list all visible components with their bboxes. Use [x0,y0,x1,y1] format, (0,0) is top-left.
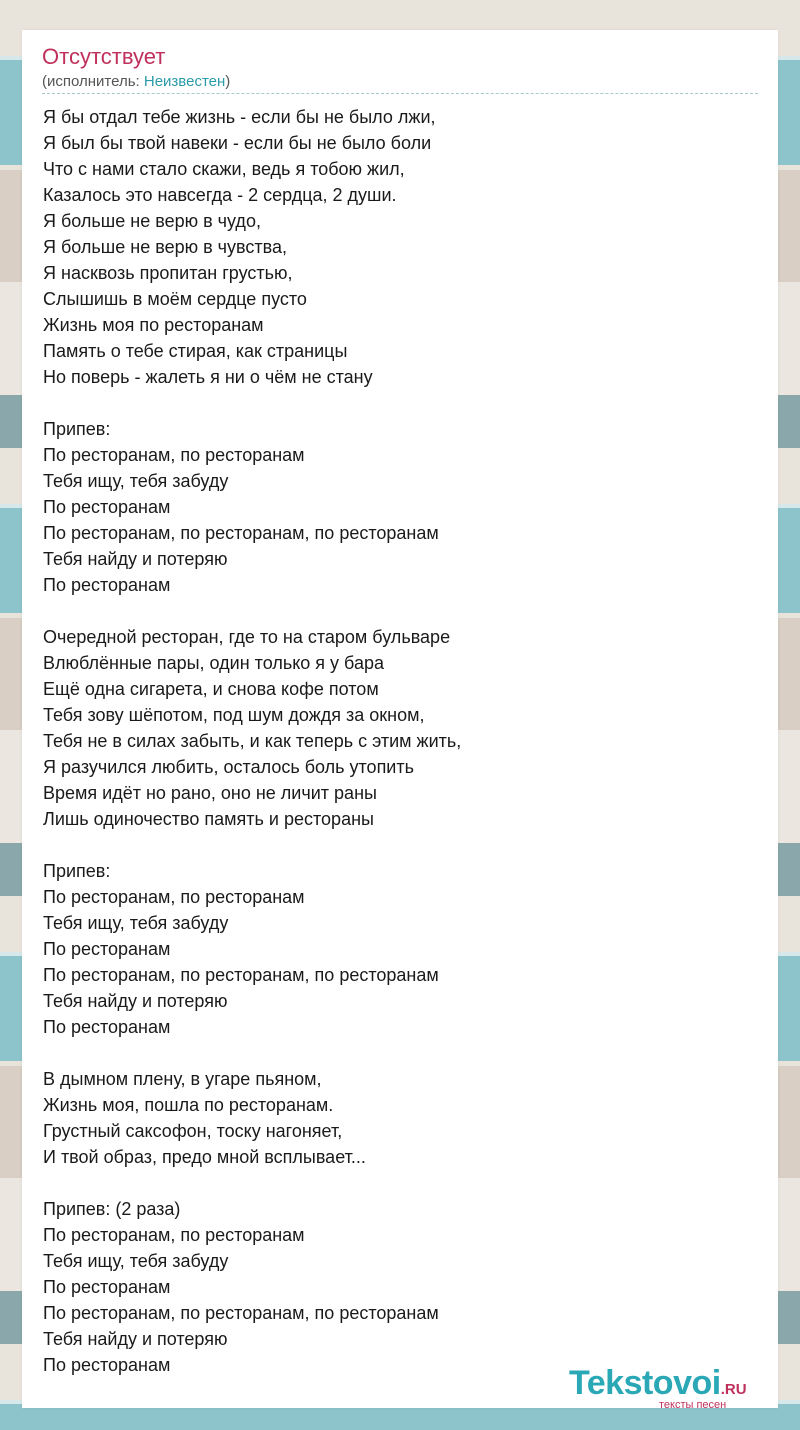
lyrics-line: Ещё одна сигарета, и снова кофе потом [43,679,379,699]
lyrics-line: Очередной ресторан, где то на старом бульваре [43,627,451,647]
lyrics-line: Я разучился любить, осталось боль утопить [43,757,414,777]
lyrics-line: Что с нами стало скажи, ведь я тобою жил, [43,159,405,179]
lyrics-line: Припев: [43,861,111,881]
lyrics-line: Я бы отдал тебе жизнь - если бы не было лжи, [43,107,436,127]
title-divider [42,93,758,94]
lyrics-line: Лишь одиночество память и рестораны [43,809,374,829]
lyrics-line: Я был бы твой навеки - если бы не было боли [43,133,432,153]
lyrics-line: По ресторанам, по ресторанам [43,1225,305,1245]
lyrics-line: И твой образ, предо мной всплывает... [43,1147,366,1167]
lyrics-line: По ресторанам [43,939,171,959]
lyrics-line: В дымном плену, в угаре пьяном, [43,1069,322,1089]
performer-link[interactable]: Неизвестен [143,73,226,90]
lyrics-blank-line [43,390,743,416]
lyrics-line: Тебя найду и потеряю [43,1329,228,1349]
lyrics-line: Грустный саксофон, тоску нагоняет, [43,1121,343,1141]
lyrics-line: Тебя не в силах забыть, и как теперь с этим жить, [43,731,462,751]
song-title: Отсутствует [42,44,166,69]
lyrics-line: По ресторанам, по ресторанам [43,887,305,907]
logo-brand-text: Tekstovoi [569,1364,721,1402]
lyrics-text [43,104,743,1378]
lyrics-blank-line [43,1040,743,1066]
lyrics-line: По ресторанам [43,497,171,517]
logo-tagline: тексты песен [659,1399,727,1411]
lyrics-line: Время идёт но рано, оно не личит раны [43,783,377,803]
logo-tld: .RU [720,1381,747,1398]
lyrics-line: Тебя найду и потеряю [43,549,228,569]
lyrics-line: Тебя ищу, тебя забуду [43,471,229,491]
lyrics-line: По ресторанам, по ресторанам [43,445,305,465]
lyrics-line: По ресторанам, по ресторанам, по ресторанам [43,1303,439,1323]
lyrics-line: По ресторанам [43,1017,171,1037]
lyrics-blank-line [43,1170,743,1196]
lyrics-line: Жизнь моя, пошла по ресторанам. [43,1095,334,1115]
lyrics-line: Жизнь моя по ресторанам [43,315,264,335]
lyrics-line: Слышишь в моём сердце пусто [43,289,307,309]
lyrics-blank-line [43,832,743,858]
lyrics-line: Я больше не верю в чудо, [43,211,261,231]
lyrics-line: Припев: [43,419,111,439]
lyrics-line: По ресторанам, по ресторанам, по ресторанам [43,965,439,985]
lyrics-line: По ресторанам [43,1355,171,1375]
lyrics-line: Влюблённые пары, один только я у бара [43,653,384,673]
lyrics-line: Память о тебе стирая, как страницы [43,341,348,361]
lyrics-line: Тебя ищу, тебя забуду [43,913,229,933]
lyrics-line: Тебя ищу, тебя забуду [43,1251,229,1271]
lyrics-line: Припев: (2 раза) [43,1199,181,1219]
lyrics-line: По ресторанам, по ресторанам, по ресторанам [43,523,439,543]
lyrics-line: По ресторанам [43,1277,171,1297]
performer-prefix: (исполнитель: [42,73,144,90]
lyrics-line: Я насквозь пропитан грустью, [43,263,293,283]
performer-suffix: ) [225,73,231,90]
lyrics-line: Я больше не верю в чувства, [43,237,288,257]
performer-line [42,73,230,91]
lyrics-card [22,30,778,1411]
lyrics-line: Тебя зову шёпотом, под шум дождя за окном, [43,705,425,725]
lyrics-line: По ресторанам [43,575,171,595]
lyrics-blank-line [43,598,743,624]
lyrics-line: Казалось это навсегда - 2 сердца, 2 души. [43,185,397,205]
lyrics-line: Но поверь - жалеть я ни о чём не стану [43,367,373,387]
site-logo[interactable] [569,1365,779,1409]
lyrics-line: Тебя найду и потеряю [43,991,228,1011]
